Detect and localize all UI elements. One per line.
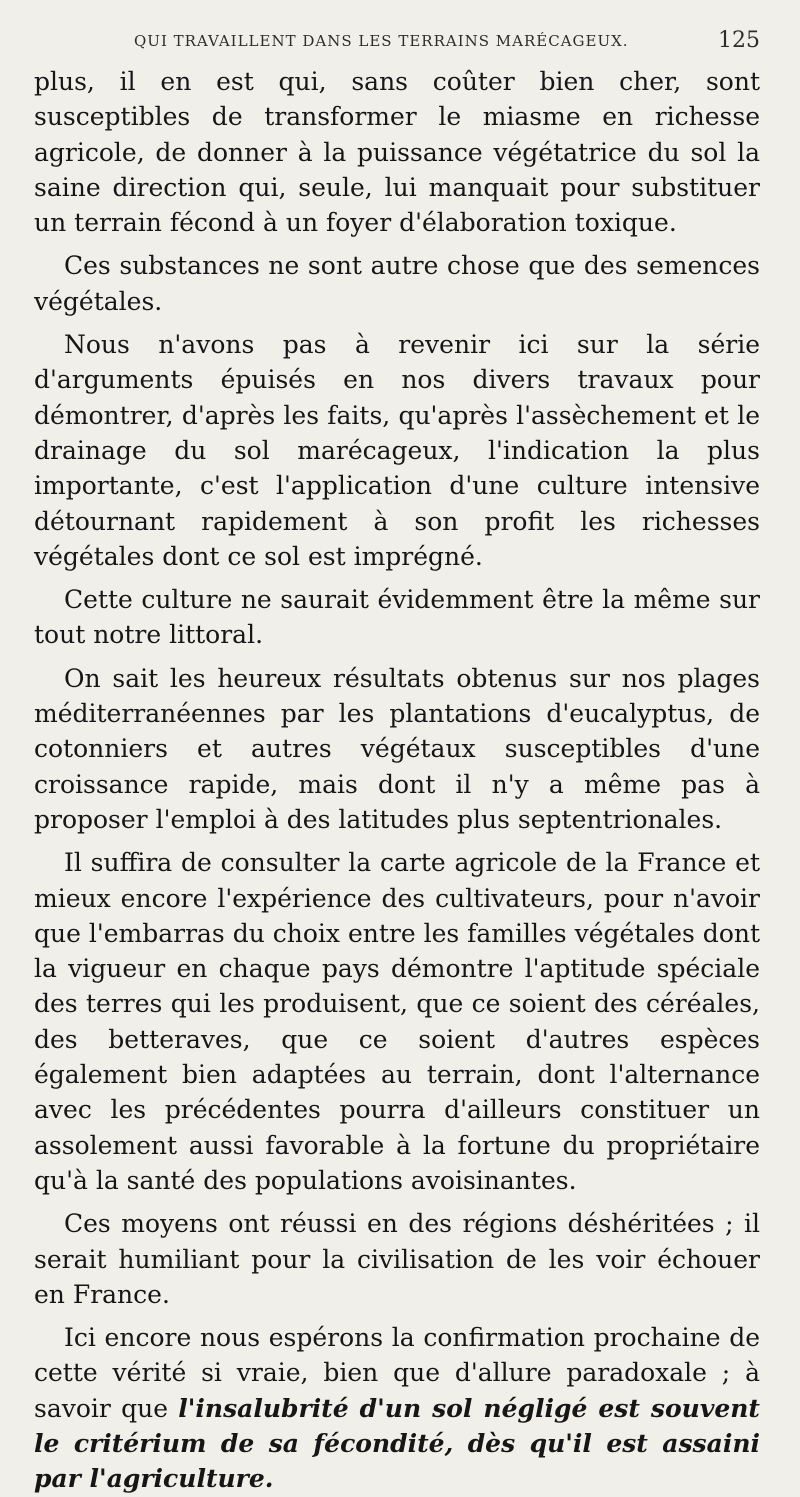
- paragraph-5: On sait les heureux résultats obtenus sur nos plages méditerranéennes par les plantations d'eucalyptus, de cotonniers et autres végétaux susceptibles d'une croissance rapide, mais dont il n'y a même pas à proposer l'emploi à des latitudes plus septentrionales.: [34, 663, 760, 834]
- paragraph-6: Il suffira de consulter la carte agricole de la France et mieux encore l'expérience des cultivateurs, pour n'avoir que l'embarras du choix entre les familles végétales dont la vigueur en chaque pays démontre l'aptitude spéciale des terres qui les produisent, que ce soient des céréales, des betteraves, que ce soient d'autres espèces également bien adaptées au terrain, dont l'alternance avec les précédentes pourra d'ailleurs constituer un assolement aussi favorable à la fortune du propriétaire qu'à la santé des populations avoisinantes.: [34, 848, 761, 1195]
- paragraph-4: Cette culture ne saurait évidemment être la même sur tout notre littoral.: [34, 585, 760, 650]
- paragraph-8: [34, 1320, 760, 1496]
- closing-italic-statement: l'insalubrité d'un sol négligé est souvent le critérium de sa fécondité, dès qu'il est assaini par l'agriculture.: [34, 1393, 760, 1494]
- paragraph-8-text: Ici encore nous espérons la confirmation prochaine de cette vérité si vraie, bien que d'allure paradoxale ; à savoir que: [34, 1323, 760, 1423]
- paragraph-3: Nous n'avons pas à revenir ici sur la série d'arguments épuisés en nos divers travaux pour démontrer, d'après les faits, qu'après l'assèchement et le drainage du sol marécageux, l'indication la plus importante, c'est l'application d'une culture intensive détournant rapidement à son profit les richesses végétales dont ce sol est imprégné.: [34, 330, 760, 571]
- paragraph-1: plus, il en est qui, sans coûter bien cher, sont susceptibles de transformer le miasme en richesse agricole, de donner à la puissance végétatrice du sol la saine direction qui, seule, lui manquait pour substituer un terrain fécond à un foyer d'élaboration toxique.: [34, 67, 760, 238]
- paragraph-2: Ces substances ne sont autre chose que des semences végétales.: [34, 251, 760, 316]
- paragraph-7: Ces moyens ont réussi en des régions déshéritées ; il serait humiliant pour la civilisation de les voir échouer en France.: [34, 1209, 760, 1309]
- running-title: QUI TRAVAILLENT DANS LES TERRAINS MARÉCAGEUX.: [134, 32, 629, 50]
- body-text: [34, 64, 760, 1497]
- page-number: 125: [718, 28, 760, 53]
- page-header: [34, 28, 760, 64]
